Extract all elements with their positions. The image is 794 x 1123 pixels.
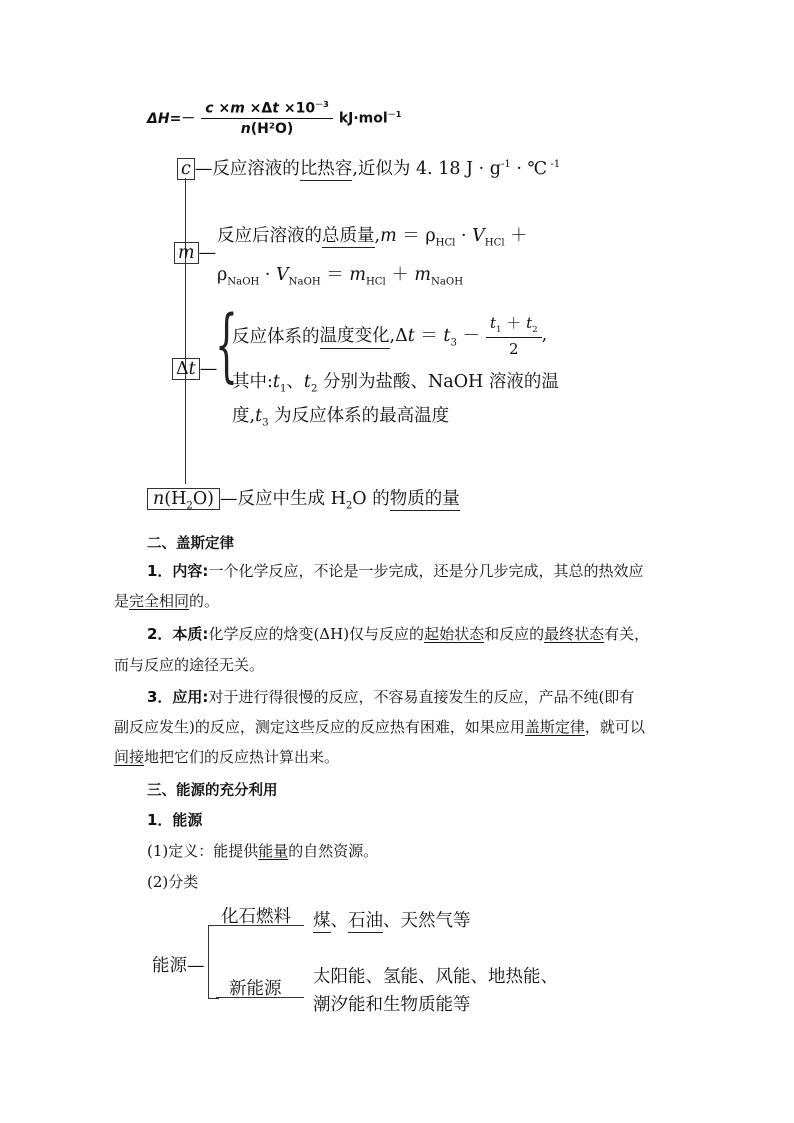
tree-node-m-line1: 反应后溶液的总质量$,m = \rho_{HCl} \cdot V_{HCl}$ ＋ — [217, 226, 528, 249]
energy-branch2-line2: 潮汐能和生物质能等 — [313, 995, 471, 1015]
m-label-box: m — [174, 242, 199, 264]
section3-sub1: 1．能源 — [147, 811, 203, 829]
formula-fraction — [201, 99, 333, 138]
tree-node-dt-line1: 反应体系的 温度变化 $,\Delta t = t_3$ － $\frac{t_1 + t_2}{2}$ , — [232, 314, 548, 358]
energy-root-label: 能源— — [152, 956, 205, 976]
formula-numerator: $c \times m \times\Delta t \times 10^{-3}$ — [201, 99, 333, 120]
section2-p2-line2: 而与反应的途径无关。 — [114, 656, 265, 674]
tree-node-n: $n(H_2O)$ —反应中生成 $H_2O$ 的物质的量 — [147, 485, 460, 512]
section2-p3-line2: 副反应发生)的反应，测定这些反应的反应热有困难，如果应用盖斯定律，就可以 — [114, 718, 645, 736]
tree-node-dt-label: Δt — — [172, 359, 217, 379]
energy-branch1-label: 化石燃料 — [221, 907, 291, 927]
section3-classify: (2)分类 — [147, 873, 199, 891]
energy-branch-bracket — [208, 925, 219, 999]
section3-heading: 三、能源的充分利用 — [147, 783, 278, 799]
section2-p1-line2: 是完全相同的。 — [114, 592, 220, 610]
m-term: 总质量 — [322, 226, 375, 246]
delta-h-formula — [147, 94, 401, 142]
energy-branch2-label: 新能源 — [229, 979, 282, 999]
energy-branch2-line1: 太阳能、氢能、风能、地热能、 — [313, 967, 558, 987]
section2-heading: 二、盖斯定律 — [147, 536, 234, 552]
formula-lhs: ΔH=－ — [147, 111, 196, 127]
dt-brace: { — [215, 298, 238, 391]
formula-denominator: n(H²O) — [240, 121, 294, 138]
section2-p1-line1: 1．内容:一个化学反应，不论是一步完成，还是分几步完成，其总的热效应 — [147, 562, 644, 580]
tree-node-c: c —反应溶液的比热容,近似为 4. 18 $J \cdot g^{-1}$ · ℃ $^{-1}$ — [177, 155, 560, 180]
n-label-box: $n(H_2O)$ — [147, 488, 220, 510]
section2-p2-line1: 2．本质:化学反应的焓变(ΔH)仅与反应的起始状态和反应的最终状态有关， — [147, 625, 650, 643]
section3-definition: (1)定义：能提供能量的自然资源。 — [147, 842, 379, 860]
dt-term: 温度变化 — [320, 322, 390, 349]
c-term: 比热容 — [299, 159, 353, 179]
tree-node-m-label: m — — [174, 243, 216, 263]
formula-unit: kJ·mol$^{-1}$ — [338, 109, 402, 127]
n-term: 物质的量 — [389, 489, 460, 509]
c-label-box: c — [177, 158, 195, 180]
section2-p3-line3: 间接地把它们的反应热计算出来。 — [114, 748, 340, 766]
tree-node-dt-line2: 其中$:t_1$、$t_2$ 分别为盐酸、NaOH 溶液的温 — [232, 372, 559, 395]
dt-fraction: $\frac{t_1 + t_2}{2}$ — [486, 312, 542, 358]
tree-connector-line — [185, 178, 186, 484]
energy-branch1-items: 煤、石油、天然气等 — [313, 911, 471, 931]
section2-p3-line1: 3．应用:对于进行得很慢的反应，不容易直接发生的反应，产品不纯(即有 — [147, 688, 635, 706]
dt-label-box: Δt — [172, 358, 200, 380]
tree-node-m-line2: $\rho_{NaOH} \cdot V_{NaOH} = m_{HCl} + m_{NaOH}$ — [217, 265, 464, 288]
tree-node-dt-line3: 度$,t_3$ 为反应体系的最高温度 — [232, 406, 450, 429]
